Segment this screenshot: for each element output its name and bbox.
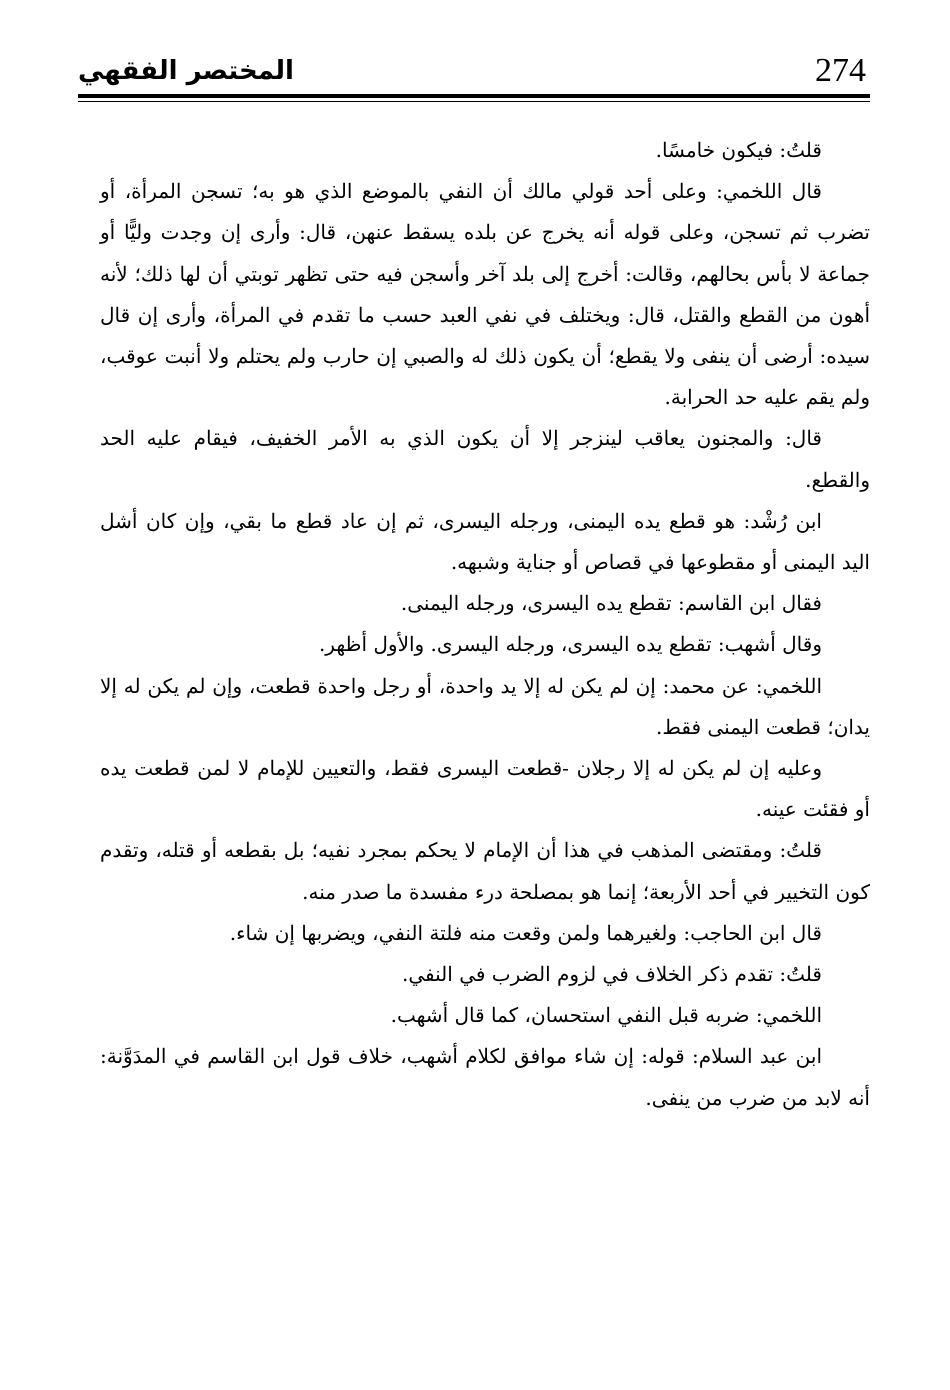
paragraph: قال ابن الحاجب: ولغيرهما ولمن وقعت منه فلتة النفي، ويضربها إن شاء. (229, 920, 822, 945)
header-rule-thick (78, 94, 870, 98)
paragraph: قال: والمجنون يعاقب لينزجر إلا أن يكون الذي به الأمر الخفيف، فيقام عليه الحد والقطع. (100, 426, 870, 492)
running-title: المختصر الفقهي (78, 56, 294, 86)
paragraph: قلتُ: ومقتضى المذهب في هذا أن الإمام لا يحكم بمجرد نفيه؛ بل بقطعه أو قتله، وتقدم كون التخيير في أحد الأربعة؛ إنما هو بمصلحة درء مفسدة ما صدر منه. (100, 838, 870, 904)
paragraph: قلتُ: فيكون خامسًا. (655, 138, 822, 162)
paragraph: وعليه إن لم يكن له إلا رجلان -قطعت اليسرى فقط، والتعيين للإمام لا لمن قطعت يده أو فقئت عينه. (100, 756, 870, 822)
paragraph: وقال أشهب: تقطع يده اليسرى، ورجله اليسرى. والأول أظهر. (318, 632, 822, 657)
paragraph: ابن رُشْد: هو قطع يده اليمنى، ورجله اليسرى، ثم إن عاد قطع ما بقي، وإن كان أشل اليد اليمنى أو مقطوعها في قصاص أو جناية وشبهه. (100, 508, 870, 575)
page-header (78, 52, 868, 96)
paragraph: ابن عبد السلام: قوله: إن شاء موافق لكلام أشهب، خلاف قول ابن القاسم في المدَوَّنة: أنه لابد من ضرب من ينفى. (100, 1044, 870, 1110)
paragraph: اللخمي: ضربه قبل النفي استحسان، كما قال أشهب. (390, 1003, 822, 1028)
paragraph: اللخمي: عن محمد: إن لم يكن له إلا يد واحدة، أو رجل واحدة قطعت، وإن لم يكن له إلا يدان؛ قطعت اليمنى فقط. (100, 673, 870, 739)
header-rule-thin (78, 101, 870, 102)
body-text (100, 130, 870, 1119)
paragraph: قلتُ: تقدم ذكر الخلاف في لزوم الضرب في النفي. (402, 962, 822, 987)
paragraph: قال اللخمي: وعلى أحد قولي مالك أن النفي بالموضع الذي هو به؛ تسجن المرأة، أو تضرب ثم تسجن، وعلى قوله أنه يخرج عن بلده يسقط عنهن، قال: وأرى إن وجدت وليًّا أو جماعة لا بأس بحالهم، وقالت: أخرج إلى بلد آخر وأسجن فيه حتى تظهر توبتي أن لها ذلك؛ لأنه أهون من القطع والقتل، قال: ويختلف في نفي العبد حسب ما تقدم في المرأة، وأرى إن قال سيده: أرضى أن ينفى ولا يقطع؛ أن يكون ذلك له والصبي إن حارب ولم يحتلم ولا أنبت عوقب، ولم يقم عليه حد الحرابة. (100, 179, 870, 410)
paragraph: فقال ابن القاسم: تقطع يده اليسرى، ورجله اليمنى. (400, 591, 822, 616)
page-number: 274 (815, 52, 866, 89)
